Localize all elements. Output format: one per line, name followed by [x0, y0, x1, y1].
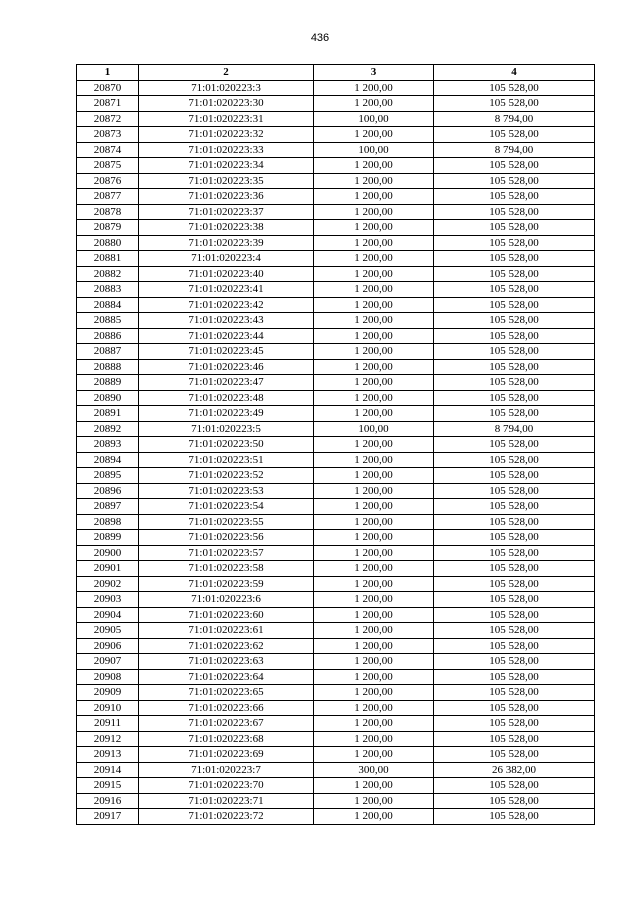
value-cell: 105 528,00: [434, 173, 595, 189]
row-number-cell: 20882: [77, 266, 139, 282]
row-number-cell: 20914: [77, 762, 139, 778]
cadastral-number-cell: 71:01:020223:5: [139, 421, 314, 437]
cadastral-number-cell: 71:01:020223:3: [139, 80, 314, 96]
row-number-cell: 20889: [77, 375, 139, 391]
row-number-cell: 20897: [77, 499, 139, 515]
table-row: [77, 530, 595, 546]
row-number-cell: 20903: [77, 592, 139, 608]
cadastral-number-cell: 71:01:020223:57: [139, 545, 314, 561]
table-row: [77, 189, 595, 205]
row-number-cell: 20916: [77, 793, 139, 809]
cadastral-number-cell: 71:01:020223:66: [139, 700, 314, 716]
table-row: [77, 80, 595, 96]
area-cell: 1 200,00: [314, 375, 434, 391]
row-number-cell: 20902: [77, 576, 139, 592]
cadastral-number-cell: 71:01:020223:53: [139, 483, 314, 499]
area-cell: 1 200,00: [314, 452, 434, 468]
table-row: [77, 173, 595, 189]
area-cell: 100,00: [314, 421, 434, 437]
cadastral-number-cell: 71:01:020223:72: [139, 809, 314, 825]
value-cell: 105 528,00: [434, 251, 595, 267]
cadastral-number-cell: 71:01:020223:42: [139, 297, 314, 313]
table-row: [77, 607, 595, 623]
cadastral-number-cell: 71:01:020223:67: [139, 716, 314, 732]
value-cell: 105 528,00: [434, 406, 595, 422]
value-cell: 105 528,00: [434, 80, 595, 96]
row-number-cell: 20885: [77, 313, 139, 329]
area-cell: 1 200,00: [314, 158, 434, 174]
value-cell: 105 528,00: [434, 514, 595, 530]
table-row: [77, 514, 595, 530]
area-cell: 1 200,00: [314, 793, 434, 809]
row-number-cell: 20873: [77, 127, 139, 143]
value-cell: 105 528,00: [434, 266, 595, 282]
page-number: 436: [310, 32, 330, 44]
table-row: [77, 561, 595, 577]
cadastral-number-cell: 71:01:020223:30: [139, 96, 314, 112]
area-cell: 1 200,00: [314, 251, 434, 267]
row-number-cell: 20872: [77, 111, 139, 127]
area-cell: 1 200,00: [314, 607, 434, 623]
table-row: [77, 545, 595, 561]
row-number-cell: 20870: [77, 80, 139, 96]
value-cell: 105 528,00: [434, 545, 595, 561]
row-number-cell: 20909: [77, 685, 139, 701]
area-cell: 100,00: [314, 111, 434, 127]
cadastral-number-cell: 71:01:020223:40: [139, 266, 314, 282]
area-cell: 1 200,00: [314, 685, 434, 701]
row-number-cell: 20875: [77, 158, 139, 174]
cadastral-number-cell: 71:01:020223:64: [139, 669, 314, 685]
table-row: [77, 406, 595, 422]
cadastral-number-cell: 71:01:020223:34: [139, 158, 314, 174]
value-cell: 105 528,00: [434, 716, 595, 732]
area-cell: 1 200,00: [314, 716, 434, 732]
cadastral-number-cell: 71:01:020223:59: [139, 576, 314, 592]
area-cell: 1 200,00: [314, 514, 434, 530]
row-number-cell: 20874: [77, 142, 139, 158]
value-cell: 8 794,00: [434, 142, 595, 158]
cadastral-number-cell: 71:01:020223:68: [139, 731, 314, 747]
table-row: [77, 251, 595, 267]
column-header-4: 4: [434, 65, 595, 81]
area-cell: 1 200,00: [314, 220, 434, 236]
row-number-cell: 20880: [77, 235, 139, 251]
table-row: [77, 669, 595, 685]
area-cell: 1 200,00: [314, 809, 434, 825]
row-number-cell: 20895: [77, 468, 139, 484]
area-cell: 1 200,00: [314, 561, 434, 577]
row-number-cell: 20917: [77, 809, 139, 825]
value-cell: 105 528,00: [434, 220, 595, 236]
area-cell: 1 200,00: [314, 700, 434, 716]
value-cell: 105 528,00: [434, 375, 595, 391]
value-cell: 105 528,00: [434, 530, 595, 546]
value-cell: 105 528,00: [434, 809, 595, 825]
area-cell: 1 200,00: [314, 468, 434, 484]
row-number-cell: 20911: [77, 716, 139, 732]
area-cell: 1 200,00: [314, 669, 434, 685]
area-cell: 1 200,00: [314, 390, 434, 406]
value-cell: 105 528,00: [434, 96, 595, 112]
table-row: [77, 747, 595, 763]
row-number-cell: 20894: [77, 452, 139, 468]
area-cell: 1 200,00: [314, 127, 434, 143]
table-row: [77, 220, 595, 236]
value-cell: 105 528,00: [434, 576, 595, 592]
table-row: [77, 96, 595, 112]
area-cell: 1 200,00: [314, 359, 434, 375]
cadastral-number-cell: 71:01:020223:4: [139, 251, 314, 267]
cadastral-number-cell: 71:01:020223:43: [139, 313, 314, 329]
value-cell: 105 528,00: [434, 654, 595, 670]
area-cell: 1 200,00: [314, 189, 434, 205]
row-number-cell: 20904: [77, 607, 139, 623]
area-cell: 1 200,00: [314, 235, 434, 251]
value-cell: 105 528,00: [434, 747, 595, 763]
row-number-cell: 20893: [77, 437, 139, 453]
cadastral-number-cell: 71:01:020223:63: [139, 654, 314, 670]
area-cell: 1 200,00: [314, 266, 434, 282]
area-cell: 1 200,00: [314, 592, 434, 608]
table-header-row: [77, 65, 595, 81]
value-cell: 105 528,00: [434, 359, 595, 375]
value-cell: 105 528,00: [434, 204, 595, 220]
area-cell: 1 200,00: [314, 204, 434, 220]
row-number-cell: 20900: [77, 545, 139, 561]
row-number-cell: 20876: [77, 173, 139, 189]
row-number-cell: 20912: [77, 731, 139, 747]
cadastral-number-cell: 71:01:020223:62: [139, 638, 314, 654]
table-row: [77, 452, 595, 468]
value-cell: 105 528,00: [434, 328, 595, 344]
table-row: [77, 499, 595, 515]
row-number-cell: 20906: [77, 638, 139, 654]
cadastral-number-cell: 71:01:020223:31: [139, 111, 314, 127]
cadastral-number-cell: 71:01:020223:33: [139, 142, 314, 158]
column-header-2: 2: [139, 65, 314, 81]
row-number-cell: 20901: [77, 561, 139, 577]
row-number-cell: 20878: [77, 204, 139, 220]
value-cell: 105 528,00: [434, 158, 595, 174]
row-number-cell: 20899: [77, 530, 139, 546]
table-row: [77, 158, 595, 174]
cadastral-number-cell: 71:01:020223:37: [139, 204, 314, 220]
value-cell: 105 528,00: [434, 483, 595, 499]
value-cell: 105 528,00: [434, 700, 595, 716]
value-cell: 105 528,00: [434, 669, 595, 685]
area-cell: 1 200,00: [314, 313, 434, 329]
cadastral-number-cell: 71:01:020223:56: [139, 530, 314, 546]
cadastral-number-cell: 71:01:020223:41: [139, 282, 314, 298]
table-row: [77, 468, 595, 484]
table-row: [77, 375, 595, 391]
cadastral-number-cell: 71:01:020223:47: [139, 375, 314, 391]
table-row: [77, 437, 595, 453]
table-row: [77, 654, 595, 670]
row-number-cell: 20891: [77, 406, 139, 422]
cadastral-number-cell: 71:01:020223:35: [139, 173, 314, 189]
table-row: [77, 359, 595, 375]
value-cell: 105 528,00: [434, 282, 595, 298]
table-row: [77, 390, 595, 406]
table-row: [77, 483, 595, 499]
table-row: [77, 762, 595, 778]
area-cell: 1 200,00: [314, 297, 434, 313]
row-number-cell: 20883: [77, 282, 139, 298]
table-row: [77, 111, 595, 127]
table-row: [77, 344, 595, 360]
value-cell: 105 528,00: [434, 344, 595, 360]
value-cell: 105 528,00: [434, 189, 595, 205]
table-row: [77, 142, 595, 158]
cadastral-number-cell: 71:01:020223:46: [139, 359, 314, 375]
cadastral-number-cell: 71:01:020223:50: [139, 437, 314, 453]
table-row: [77, 127, 595, 143]
cadastral-number-cell: 71:01:020223:44: [139, 328, 314, 344]
row-number-cell: 20908: [77, 669, 139, 685]
row-number-cell: 20898: [77, 514, 139, 530]
value-cell: 105 528,00: [434, 793, 595, 809]
table-row: [77, 204, 595, 220]
value-cell: 105 528,00: [434, 437, 595, 453]
table-row: [77, 623, 595, 639]
value-cell: 105 528,00: [434, 235, 595, 251]
row-number-cell: 20871: [77, 96, 139, 112]
area-cell: 1 200,00: [314, 731, 434, 747]
column-header-1: 1: [77, 65, 139, 81]
row-number-cell: 20881: [77, 251, 139, 267]
cadastral-number-cell: 71:01:020223:51: [139, 452, 314, 468]
area-cell: 1 200,00: [314, 638, 434, 654]
cadastral-number-cell: 71:01:020223:61: [139, 623, 314, 639]
value-cell: 8 794,00: [434, 421, 595, 437]
value-cell: 8 794,00: [434, 111, 595, 127]
table-row: [77, 282, 595, 298]
row-number-cell: 20910: [77, 700, 139, 716]
row-number-cell: 20915: [77, 778, 139, 794]
cadastral-number-cell: 71:01:020223:54: [139, 499, 314, 515]
area-cell: 1 200,00: [314, 80, 434, 96]
cadastral-number-cell: 71:01:020223:55: [139, 514, 314, 530]
value-cell: 105 528,00: [434, 452, 595, 468]
table-row: [77, 576, 595, 592]
value-cell: 105 528,00: [434, 731, 595, 747]
cadastral-number-cell: 71:01:020223:70: [139, 778, 314, 794]
column-header-3: 3: [314, 65, 434, 81]
cadastral-number-cell: 71:01:020223:71: [139, 793, 314, 809]
row-number-cell: 20884: [77, 297, 139, 313]
cadastral-number-cell: 71:01:020223:32: [139, 127, 314, 143]
row-number-cell: 20905: [77, 623, 139, 639]
area-cell: 300,00: [314, 762, 434, 778]
value-cell: 105 528,00: [434, 638, 595, 654]
row-number-cell: 20907: [77, 654, 139, 670]
cadastral-number-cell: 71:01:020223:48: [139, 390, 314, 406]
row-number-cell: 20892: [77, 421, 139, 437]
cadastral-number-cell: 71:01:020223:52: [139, 468, 314, 484]
cadastral-number-cell: 71:01:020223:65: [139, 685, 314, 701]
area-cell: 1 200,00: [314, 173, 434, 189]
row-number-cell: 20888: [77, 359, 139, 375]
table-row: [77, 685, 595, 701]
cadastral-number-cell: 71:01:020223:45: [139, 344, 314, 360]
area-cell: 1 200,00: [314, 96, 434, 112]
cadastral-number-cell: 71:01:020223:6: [139, 592, 314, 608]
cadastral-number-cell: 71:01:020223:36: [139, 189, 314, 205]
cadastral-number-cell: 71:01:020223:58: [139, 561, 314, 577]
area-cell: 1 200,00: [314, 483, 434, 499]
table-row: [77, 638, 595, 654]
area-cell: 1 200,00: [314, 499, 434, 515]
value-cell: 105 528,00: [434, 592, 595, 608]
value-cell: 105 528,00: [434, 607, 595, 623]
table-body: [77, 80, 595, 824]
table-row: [77, 809, 595, 825]
data-table: [76, 64, 595, 825]
table-row: [77, 313, 595, 329]
row-number-cell: 20879: [77, 220, 139, 236]
value-cell: 105 528,00: [434, 390, 595, 406]
cadastral-number-cell: 71:01:020223:39: [139, 235, 314, 251]
value-cell: 105 528,00: [434, 313, 595, 329]
row-number-cell: 20877: [77, 189, 139, 205]
area-cell: 1 200,00: [314, 530, 434, 546]
cadastral-number-cell: 71:01:020223:69: [139, 747, 314, 763]
area-cell: 1 200,00: [314, 282, 434, 298]
value-cell: 105 528,00: [434, 127, 595, 143]
table-row: [77, 778, 595, 794]
value-cell: 105 528,00: [434, 297, 595, 313]
table-row: [77, 328, 595, 344]
table-row: [77, 731, 595, 747]
area-cell: 1 200,00: [314, 344, 434, 360]
area-cell: 1 200,00: [314, 576, 434, 592]
table-row: [77, 700, 595, 716]
cadastral-number-cell: 71:01:020223:38: [139, 220, 314, 236]
table-row: [77, 716, 595, 732]
area-cell: 1 200,00: [314, 623, 434, 639]
table-row: [77, 297, 595, 313]
area-cell: 1 200,00: [314, 437, 434, 453]
value-cell: 105 528,00: [434, 561, 595, 577]
value-cell: 105 528,00: [434, 468, 595, 484]
area-cell: 1 200,00: [314, 654, 434, 670]
row-number-cell: 20886: [77, 328, 139, 344]
table-row: [77, 793, 595, 809]
value-cell: 105 528,00: [434, 623, 595, 639]
area-cell: 1 200,00: [314, 406, 434, 422]
table-row: [77, 421, 595, 437]
area-cell: 1 200,00: [314, 778, 434, 794]
value-cell: 105 528,00: [434, 685, 595, 701]
area-cell: 1 200,00: [314, 545, 434, 561]
row-number-cell: 20890: [77, 390, 139, 406]
table-row: [77, 592, 595, 608]
area-cell: 100,00: [314, 142, 434, 158]
table-row: [77, 235, 595, 251]
row-number-cell: 20896: [77, 483, 139, 499]
area-cell: 1 200,00: [314, 747, 434, 763]
area-cell: 1 200,00: [314, 328, 434, 344]
cadastral-number-cell: 71:01:020223:7: [139, 762, 314, 778]
value-cell: 26 382,00: [434, 762, 595, 778]
value-cell: 105 528,00: [434, 499, 595, 515]
row-number-cell: 20913: [77, 747, 139, 763]
cadastral-number-cell: 71:01:020223:49: [139, 406, 314, 422]
cadastral-number-cell: 71:01:020223:60: [139, 607, 314, 623]
row-number-cell: 20887: [77, 344, 139, 360]
table-row: [77, 266, 595, 282]
value-cell: 105 528,00: [434, 778, 595, 794]
